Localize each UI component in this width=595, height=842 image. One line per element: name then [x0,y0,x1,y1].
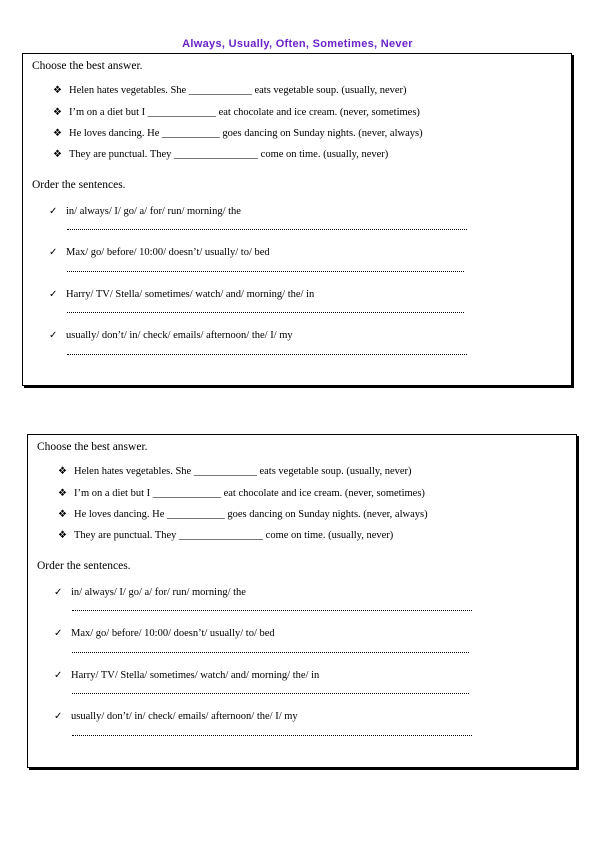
checkmark-icon: ✓ [54,670,63,681]
checkmark-icon: ✓ [54,628,63,639]
diamond-bullet-icon: ❖ [53,149,62,160]
answer-line[interactable] [67,229,467,230]
choice-text: Helen hates vegetables. She ____________ eats vegetable soup. (usually, never) [69,85,407,96]
choice-item [58,488,425,499]
checkmark-icon: ✓ [49,247,58,258]
checkmark-icon: ✓ [54,587,63,598]
choice-item [58,530,393,541]
choice-text: They are punctual. They ________________ come on time. (usually, never) [74,530,394,541]
worksheet-box-1 [22,53,572,386]
order-text: usually/ don’t/ in/ check/ emails/ afternoon/ the/ I/ my [71,711,298,722]
order-text: Harry/ TV/ Stella/ sometimes/ watch/ and/ morning/ the/ in [71,670,320,681]
order-text: Max/ go/ before/ 10:00/ doesn’t/ usually/ to/ bed [66,247,270,258]
diamond-bullet-icon: ❖ [58,509,67,520]
checkmark-icon: ✓ [49,330,58,341]
order-text: usually/ don’t/ in/ check/ emails/ afternoon/ the/ I/ my [66,330,293,341]
order-text: in/ always/ I/ go/ a/ for/ run/ morning/ the [66,206,241,217]
choice-text: They are punctual. They ________________ come on time. (usually, never) [69,149,389,160]
choice-item [58,466,412,477]
choice-item [53,107,420,118]
worksheet-title: Always, Usually, Often, Sometimes, Never [182,38,413,50]
choice-item [53,128,423,139]
answer-line[interactable] [72,610,472,611]
choice-text: Helen hates vegetables. She ____________ eats vegetable soup. (usually, never) [74,466,412,477]
answer-line[interactable] [72,652,469,653]
choice-text: I’m on a diet but I _____________ eat chocolate and ice cream. (never, sometimes) [74,488,425,499]
order-heading: Order the sentences. [32,179,126,191]
choice-item [58,509,428,520]
answer-line[interactable] [72,735,472,736]
diamond-bullet-icon: ❖ [53,107,62,118]
answer-line[interactable] [67,312,464,313]
diamond-bullet-icon: ❖ [53,85,62,96]
choose-heading: Choose the best answer. [32,60,143,72]
checkmark-icon: ✓ [54,711,63,722]
diamond-bullet-icon: ❖ [58,466,67,477]
worksheet-box-2 [27,434,577,768]
order-text: Max/ go/ before/ 10:00/ doesn’t/ usually/ to/ bed [71,628,275,639]
order-text: Harry/ TV/ Stella/ sometimes/ watch/ and/ morning/ the/ in [66,289,315,300]
choice-text: He loves dancing. He ___________ goes dancing on Sunday nights. (never, always) [74,509,428,520]
checkmark-icon: ✓ [49,206,58,217]
choice-text: I’m on a diet but I _____________ eat chocolate and ice cream. (never, sometimes) [69,107,420,118]
diamond-bullet-icon: ❖ [58,488,67,499]
choice-item [53,149,388,160]
diamond-bullet-icon: ❖ [58,530,67,541]
order-heading: Order the sentences. [37,560,131,572]
order-text: in/ always/ I/ go/ a/ for/ run/ morning/ the [71,587,246,598]
answer-line[interactable] [67,354,467,355]
choose-heading: Choose the best answer. [37,441,148,453]
checkmark-icon: ✓ [49,289,58,300]
answer-line[interactable] [67,271,464,272]
diamond-bullet-icon: ❖ [53,128,62,139]
answer-line[interactable] [72,693,469,694]
choice-item [53,85,407,96]
choice-text: He loves dancing. He ___________ goes dancing on Sunday nights. (never, always) [69,128,423,139]
